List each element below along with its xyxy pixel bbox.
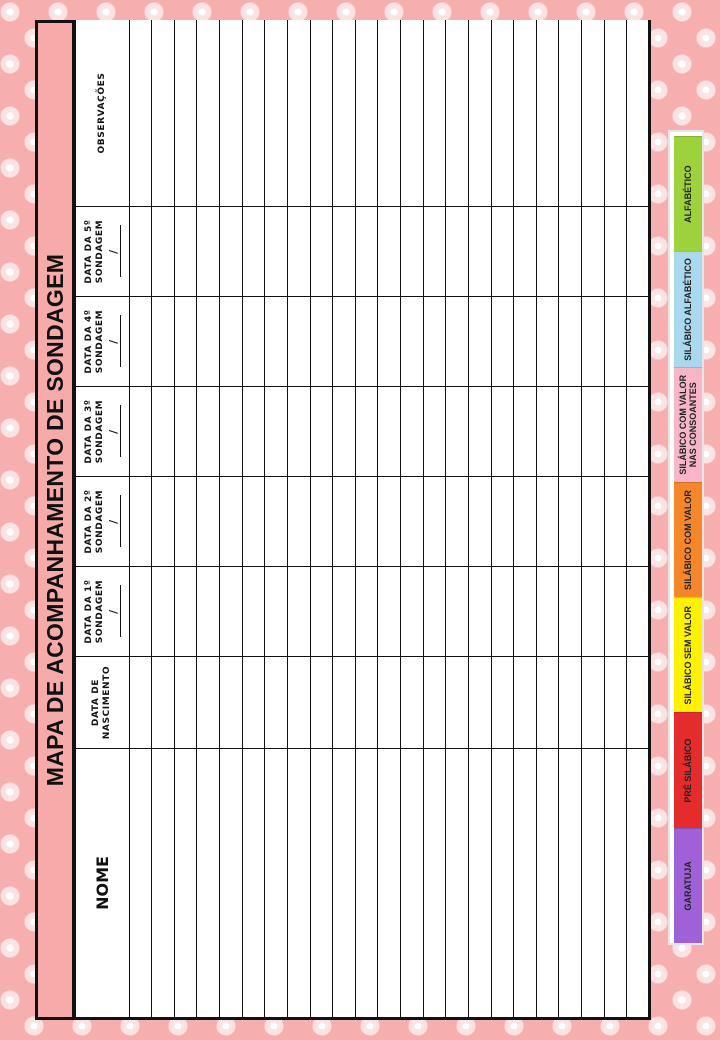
table-cell[interactable] [604,657,627,749]
table-cell[interactable] [310,657,333,749]
legend-item: SILÁBICO ALFABÉTICO [674,251,702,366]
table-cell[interactable] [468,749,491,1019]
table-cell[interactable] [333,387,356,477]
table-cell[interactable] [265,749,288,1019]
table-cell[interactable] [174,207,197,297]
table-cell[interactable] [604,477,627,567]
table-cell[interactable] [152,477,175,567]
table-cell[interactable] [152,749,175,1019]
table-cell[interactable] [491,477,514,567]
table-cell[interactable] [287,207,310,297]
table-cell[interactable] [423,207,446,297]
table-cell[interactable] [378,297,401,387]
table-cell[interactable] [333,207,356,297]
table-cell[interactable] [197,20,220,207]
table-cell[interactable] [197,207,220,297]
table-cell[interactable] [582,657,605,749]
table-cell[interactable] [242,387,265,477]
table-cell[interactable] [627,477,650,567]
table-cell[interactable] [559,20,582,207]
table-cell[interactable] [310,567,333,657]
table-row [197,20,220,1019]
table-cell[interactable] [514,657,537,749]
table-cell[interactable] [401,749,424,1019]
table-cell[interactable] [333,567,356,657]
header-sondagem-4-label: DATA DA 4º SONDAGEM [83,309,105,374]
header-sondagem-4 [75,297,130,387]
table-cell[interactable] [242,657,265,749]
table-cell[interactable] [446,297,469,387]
table-cell[interactable] [627,387,650,477]
table-cell[interactable] [129,477,152,567]
table-cell[interactable] [287,387,310,477]
table-cell[interactable] [491,297,514,387]
table-cell[interactable] [220,207,243,297]
table-cell[interactable] [333,20,356,207]
table-cell[interactable] [446,387,469,477]
header-sondagem-5-label: DATA DA 5º SONDAGEM [83,219,105,284]
table-cell[interactable] [446,207,469,297]
table-cell[interactable] [468,297,491,387]
table-cell[interactable] [536,477,559,567]
legend-items [670,132,706,947]
table-row [446,20,469,1019]
table-cell[interactable] [491,567,514,657]
table-cell[interactable] [604,207,627,297]
table-cell[interactable] [627,749,650,1019]
table-row [582,20,605,1019]
table-cell[interactable] [582,749,605,1019]
table-cell[interactable] [333,477,356,567]
table-cell[interactable] [355,387,378,477]
table-cell[interactable] [423,297,446,387]
table-row [468,20,491,1019]
table-cell[interactable] [423,20,446,207]
table-row [401,20,424,1019]
table-cell[interactable] [514,749,537,1019]
table-cell[interactable] [174,567,197,657]
table-cell[interactable] [355,207,378,297]
table-row [287,20,310,1019]
table-header-row [75,20,130,1019]
table-cell[interactable] [220,567,243,657]
table-cell[interactable] [468,20,491,207]
table-cell[interactable] [310,387,333,477]
table-row [220,20,243,1019]
table-cell[interactable] [174,387,197,477]
table-cell[interactable] [242,477,265,567]
table-cell[interactable] [423,657,446,749]
table-cell[interactable] [514,387,537,477]
table-cell[interactable] [536,387,559,477]
table-row [378,20,401,1019]
table-row [627,20,650,1019]
table-cell[interactable] [446,477,469,567]
sondagem-sheet [35,20,651,1020]
table-cell[interactable] [333,297,356,387]
legend-item: GARATUJA [674,828,702,943]
table-cell[interactable] [604,20,627,207]
table-cell[interactable] [265,657,288,749]
header-sondagem-1-label: DATA DA 1º SONDAGEM [83,579,105,644]
table-cell[interactable] [401,567,424,657]
table-cell[interactable] [378,387,401,477]
table-row [536,20,559,1019]
title-band [35,20,75,1020]
table-cell[interactable] [582,207,605,297]
table-cell[interactable] [265,387,288,477]
table-cell[interactable] [152,20,175,207]
date-field-4[interactable]: / [108,316,121,368]
table-cell[interactable] [242,297,265,387]
table-cell[interactable] [514,567,537,657]
table-cell[interactable] [491,749,514,1019]
table-cell[interactable] [174,749,197,1019]
table-cell[interactable] [197,477,220,567]
table-cell[interactable] [514,20,537,207]
table-cell[interactable] [152,567,175,657]
table-cell[interactable] [333,749,356,1019]
table-cell[interactable] [627,20,650,207]
table-cell[interactable] [446,657,469,749]
table-cell[interactable] [220,477,243,567]
table-cell[interactable] [174,477,197,567]
table-cell[interactable] [197,567,220,657]
table-row [559,20,582,1019]
table-cell[interactable] [287,477,310,567]
header-nome: NOME [75,749,130,1019]
table-cell[interactable] [401,387,424,477]
table-row [333,20,356,1019]
table-cell[interactable] [559,387,582,477]
table-row [604,20,627,1019]
table-cell[interactable] [287,20,310,207]
table-cell[interactable] [604,387,627,477]
sheet-content [35,20,651,1020]
table-cell[interactable] [265,477,288,567]
table-cell[interactable] [220,297,243,387]
table-row [265,20,288,1019]
table-cell[interactable] [174,297,197,387]
table-cell[interactable] [129,20,152,207]
table-cell[interactable] [129,567,152,657]
header-nascimento: DATA DE NASCIMENTO [75,657,130,749]
table-cell[interactable] [197,387,220,477]
table-cell[interactable] [310,20,333,207]
table-cell[interactable] [152,657,175,749]
table-cell[interactable] [152,387,175,477]
table-cell[interactable] [423,749,446,1019]
table-cell[interactable] [536,567,559,657]
table-cell[interactable] [129,207,152,297]
table-cell[interactable] [559,749,582,1019]
table-row [242,20,265,1019]
table-row [129,20,152,1019]
table-cell[interactable] [333,657,356,749]
table-cell[interactable] [310,207,333,297]
table-row [355,20,378,1019]
table-cell[interactable] [582,20,605,207]
table-cell[interactable] [604,749,627,1019]
table-cell[interactable] [152,207,175,297]
table-cell[interactable] [401,297,424,387]
table-cell[interactable] [355,477,378,567]
table-cell[interactable] [197,657,220,749]
table-cell[interactable] [491,20,514,207]
table-cell[interactable] [582,297,605,387]
table-cell[interactable] [152,297,175,387]
table-cell[interactable] [129,749,152,1019]
table-cell[interactable] [491,657,514,749]
table-cell[interactable] [423,567,446,657]
table-cell[interactable] [378,749,401,1019]
table-cell[interactable] [378,477,401,567]
table-cell[interactable] [242,567,265,657]
legend-item: PRÉ SILÁBICO [674,712,702,827]
table-cell[interactable] [265,297,288,387]
header-sondagem-5 [75,207,130,297]
table-cell[interactable] [242,20,265,207]
table-cell[interactable] [423,477,446,567]
legend-strip [668,130,704,945]
date-field-3[interactable]: / [108,406,121,458]
table-cell[interactable] [627,207,650,297]
table-cell[interactable] [468,207,491,297]
table-cell[interactable] [514,207,537,297]
table-cell[interactable] [401,657,424,749]
table-cell[interactable] [559,657,582,749]
table-cell[interactable] [627,567,650,657]
table-cell[interactable] [446,20,469,207]
legend-item: SILÁBICO COM VALOR NAS CONSOANTES [674,367,702,482]
table-row [152,20,175,1019]
table-cell[interactable] [378,20,401,207]
table-cell[interactable] [310,477,333,567]
header-sondagem-3 [75,387,130,477]
table-row [514,20,537,1019]
table-cell[interactable] [582,477,605,567]
table-cell[interactable] [401,477,424,567]
table-cell[interactable] [355,567,378,657]
table-cell[interactable] [401,20,424,207]
table-cell[interactable] [468,477,491,567]
table-cell[interactable] [287,657,310,749]
table-cell[interactable] [378,207,401,297]
table-cell[interactable] [378,657,401,749]
table-cell[interactable] [446,567,469,657]
table-cell[interactable] [468,657,491,749]
page-title: MAPA DE ACOMPANHAMENTO DE SONDAGEM [41,253,68,787]
table-cell[interactable] [559,207,582,297]
table-cell[interactable] [604,567,627,657]
table-cell[interactable] [627,657,650,749]
header-sondagem-2 [75,477,130,567]
table-cell[interactable] [129,387,152,477]
table-cell[interactable] [491,207,514,297]
table-cell[interactable] [287,567,310,657]
table-cell[interactable] [355,749,378,1019]
table-cell[interactable] [129,297,152,387]
table-cell[interactable] [287,297,310,387]
table-cell[interactable] [220,749,243,1019]
table-cell[interactable] [197,297,220,387]
table-row [310,20,333,1019]
header-sondagem-3-label: DATA DA 3º SONDAGEM [83,399,105,464]
table-cell[interactable] [582,567,605,657]
table-cell[interactable] [423,387,446,477]
table-cell[interactable] [514,297,537,387]
table-cell[interactable] [265,20,288,207]
table-cell[interactable] [446,749,469,1019]
table-cell[interactable] [378,567,401,657]
table-cell[interactable] [491,387,514,477]
table-cell[interactable] [129,657,152,749]
table-cell[interactable] [559,297,582,387]
table-cell[interactable] [220,657,243,749]
table-row [491,20,514,1019]
table-cell[interactable] [197,749,220,1019]
legend-item: ALFABÉTICO [674,136,702,251]
table-cell[interactable] [242,207,265,297]
table-cell[interactable] [627,297,650,387]
table-cell[interactable] [265,567,288,657]
date-field-5[interactable]: / [108,226,121,278]
table-cell[interactable] [536,207,559,297]
table-cell[interactable] [401,207,424,297]
table-cell[interactable] [514,477,537,567]
table-cell[interactable] [536,657,559,749]
table-cell[interactable] [174,657,197,749]
table-cell[interactable] [536,20,559,207]
sondagem-table [73,20,651,1020]
date-field-2[interactable]: / [108,496,121,548]
table-row [423,20,446,1019]
table-cell[interactable] [355,20,378,207]
table-cell[interactable] [559,477,582,567]
table-cell[interactable] [468,567,491,657]
table-cell[interactable] [265,207,288,297]
table-cell[interactable] [355,297,378,387]
legend-item: SILÁBICO SEM VALOR [674,597,702,712]
header-sondagem-1 [75,567,130,657]
table-cell[interactable] [604,297,627,387]
table-cell[interactable] [174,20,197,207]
header-sondagem-2-label: DATA DA 2º SONDAGEM [83,489,105,554]
legend-item: SILÁBICO COM VALOR [674,482,702,597]
table-row [174,20,197,1019]
table-cell[interactable] [559,567,582,657]
table-cell[interactable] [536,297,559,387]
table-cell[interactable] [310,297,333,387]
table-cell[interactable] [220,387,243,477]
table-cell[interactable] [220,20,243,207]
table-cell[interactable] [536,749,559,1019]
table-cell[interactable] [582,387,605,477]
table-cell[interactable] [310,749,333,1019]
table-cell[interactable] [468,387,491,477]
header-observacoes: OBSERVAÇÕES [75,20,130,207]
table-cell[interactable] [242,749,265,1019]
date-field-1[interactable]: / [108,586,121,638]
table-cell[interactable] [355,657,378,749]
table-cell[interactable] [287,749,310,1019]
